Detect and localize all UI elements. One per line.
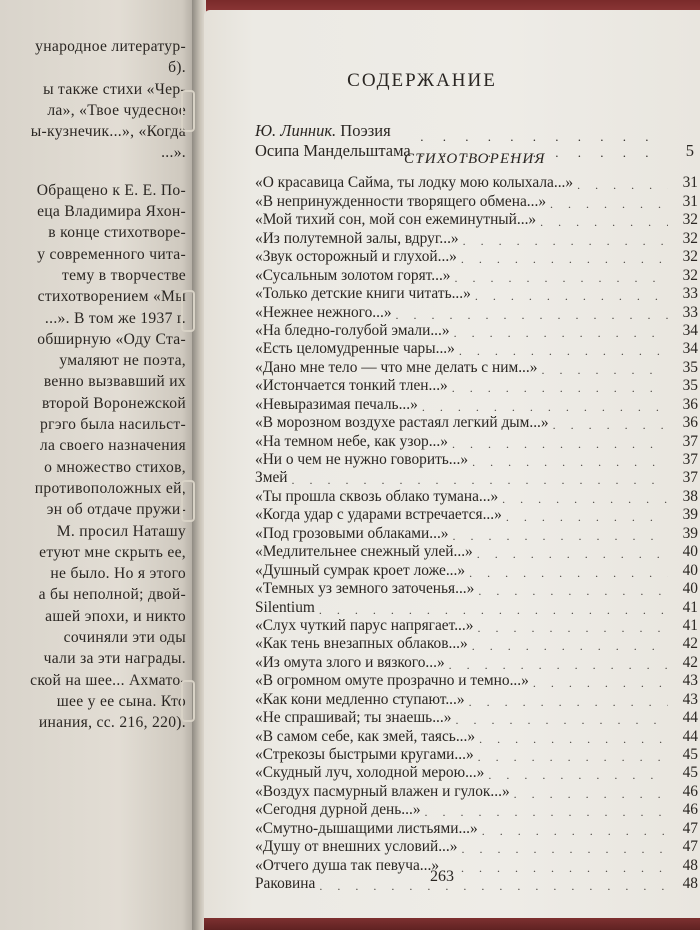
left-page-text — [0, 36, 186, 734]
toc-entry-title: Змей — [255, 469, 288, 487]
dot-leader — [553, 418, 668, 432]
toc-entry-title: «Истончается тонкий тлен...» — [255, 377, 448, 395]
dot-leader — [454, 326, 668, 340]
toc-entry-title: «Смутно-дышащими листьями...» — [255, 819, 478, 837]
toc-entry-title: «Как кони медленно ступают...» — [255, 690, 465, 708]
toc-entry-title: «О красавица Сайма, ты лодку мою колыхала...» — [255, 174, 574, 192]
dot-leader — [478, 750, 668, 764]
toc-entry — [255, 838, 698, 856]
toc-entry — [255, 543, 698, 561]
toc-entry — [255, 266, 698, 284]
toc-entry-title: «Из полутемной залы, вдруг...» — [255, 229, 459, 247]
dot-leader — [461, 252, 668, 266]
left-page-line: венно вызвавший их — [43, 373, 186, 391]
toc-entry-title: «На темном небе, как узор...» — [255, 432, 448, 450]
dot-leader — [502, 492, 668, 506]
toc-entry — [255, 875, 698, 893]
left-page-line: эн об отдаче пружи- — [46, 501, 186, 519]
toc-entry-title: «Ни о чем не нужно говорить...» — [255, 451, 469, 468]
toc-entry-page: 41 — [682, 598, 698, 616]
binding-stitch — [181, 480, 195, 522]
left-page-line: ашей эпохи, и никто — [45, 607, 186, 625]
toc-entry-title: «Когда удар с ударами встречается...» — [255, 506, 502, 524]
left-page-line: етуют мне скрыть ее, — [39, 543, 186, 561]
left-page-line: тему в творчестве — [61, 266, 186, 284]
dot-leader — [482, 824, 668, 838]
intro-text — [255, 121, 412, 161]
dot-leader — [540, 215, 668, 229]
binding-stitch — [181, 680, 195, 722]
dot-leader — [425, 805, 668, 819]
toc-entry — [255, 395, 698, 413]
dot-leader — [478, 584, 668, 598]
toc-entry — [255, 506, 698, 524]
toc-entry-title: «Нежнее нежного...» — [255, 303, 392, 321]
toc-entry — [255, 377, 698, 395]
toc-entry — [255, 229, 698, 247]
toc-entry-page: 39 — [682, 506, 698, 524]
toc-entry-title: «Душный сумрак кроет ложе...» — [255, 561, 466, 579]
toc-entry-page: 35 — [682, 358, 698, 376]
toc-entry-page: 48 — [682, 856, 698, 874]
toc-entry-page: 33 — [682, 285, 698, 303]
toc-entry-title: «Только детские книги читать...» — [255, 285, 471, 303]
toc-entry — [255, 856, 698, 874]
toc-entry — [255, 819, 698, 837]
dot-leader — [452, 437, 668, 451]
toc-entry — [255, 414, 698, 432]
dot-leader — [475, 289, 668, 303]
left-page-line: ы-кузнечик...», «Когда — [30, 123, 186, 141]
dot-leader — [422, 400, 668, 414]
dot-leader — [455, 713, 668, 727]
toc-entry — [255, 617, 698, 635]
toc-entry-title: «Отчего душа так певуча...» — [255, 856, 440, 874]
dot-leader — [453, 529, 668, 543]
toc-entry — [255, 580, 698, 598]
toc-entry-title: «Ты прошла сквозь облако тумана...» — [255, 487, 499, 505]
dot-leader — [577, 178, 668, 192]
dot-leader — [319, 603, 668, 617]
dot-leader — [479, 732, 668, 746]
toc-entry — [255, 432, 698, 450]
toc-entry-page: 31 — [682, 192, 698, 210]
left-page-line: б). — [168, 59, 186, 77]
dot-leader — [541, 363, 668, 377]
toc-entry-title: «Сусальным золотом горят...» — [255, 266, 451, 284]
toc-entry-title: «Под грозовыми облаками...» — [255, 524, 449, 542]
toc-entry-title: «Скудный луч, холодной мерою...» — [255, 764, 485, 782]
binding-stitch — [181, 90, 195, 132]
toc-entry-page: 45 — [682, 764, 698, 782]
toc-entry-page: 36 — [682, 414, 698, 432]
intro-author: Ю. Линник. — [255, 121, 337, 140]
toc-entry-title: «Не спрашивай; ты знаешь...» — [255, 709, 452, 727]
toc-entry — [255, 451, 698, 469]
dot-leader — [472, 639, 668, 653]
toc-entry-page: 45 — [682, 746, 698, 763]
toc-entry-page: 32 — [682, 248, 698, 266]
toc-entry-title: «В самом себе, как змей, таясь...» — [255, 727, 476, 745]
toc-entry-page: 43 — [682, 672, 698, 690]
toc-entry — [255, 782, 698, 800]
toc-entry-title: «Воздух пасмурный влажен и гулок...» — [255, 782, 510, 800]
toc-entry-title: «Стрекозы быстрыми кругами...» — [255, 746, 474, 763]
toc-entry-title: «Дано мне тело — что мне делать с ним...» — [255, 358, 538, 376]
toc-entry — [255, 524, 698, 542]
toc-entry — [255, 211, 698, 229]
left-page-line: в конце стихотворе- — [48, 224, 186, 242]
intro-title: Поэзия Осипа Мандельштама — [255, 121, 411, 160]
dot-leader — [396, 308, 668, 322]
toc-entry — [255, 303, 698, 321]
dot-leader — [488, 768, 668, 782]
dot-leader — [472, 455, 668, 469]
toc-entry-title: «Как тень внезапных облаков...» — [255, 635, 468, 653]
dot-leader — [319, 879, 668, 893]
left-page-line: ецa Владимира Яхон- — [37, 203, 186, 221]
left-page-line: шее у ее сына. Кто — [56, 692, 186, 710]
left-page-line: ...». В том же 1937 г. — [44, 309, 186, 327]
toc-entry-title: Раковина — [255, 875, 316, 893]
toc-entry-page: 35 — [682, 377, 698, 395]
left-page-line: Обращено к Е. Е. По- — [36, 181, 186, 199]
toc-entry-title: Silentium — [255, 598, 315, 616]
left-page-line: М. просил Наташу — [56, 522, 186, 540]
left-page-line: о множество стихов, — [44, 458, 186, 476]
book-cover-bottom-edge — [204, 918, 700, 930]
toc-entry-page: 42 — [682, 653, 698, 671]
toc-entry-page: 38 — [682, 487, 698, 505]
left-page-line: обширную «Оду Ста- — [37, 330, 186, 348]
toc-entry-page: 37 — [682, 469, 698, 487]
dot-leader — [292, 473, 668, 487]
dot-leader — [459, 344, 668, 358]
toc-entry-title: «Медлительнее снежный улей...» — [255, 543, 473, 561]
toc-entry — [255, 174, 698, 192]
toc-list — [255, 174, 698, 893]
left-page-line: сочиняли эти оды — [63, 629, 186, 647]
left-page — [0, 0, 198, 930]
left-page-line: ы также стихи «Чер- — [43, 80, 186, 98]
toc-entry-page: 46 — [682, 782, 698, 800]
toc-entry-page: 41 — [682, 616, 698, 634]
dot-leader — [469, 566, 668, 580]
dot-leader — [443, 861, 668, 875]
dot-leader — [477, 547, 668, 561]
toc-entry-page: 34 — [682, 321, 698, 339]
left-page-line: инания, сс. 216, 220). — [38, 714, 186, 732]
toc-entry-title: «В огромном омуте прозрачно и темно...» — [255, 672, 529, 690]
toc-entry-page: 31 — [682, 174, 698, 192]
toc-entry-page: 44 — [682, 727, 698, 745]
toc-entry-title: «Душу от внешних условий...» — [255, 838, 458, 856]
left-page-line: противоположных ей, — [34, 479, 186, 497]
toc-entry-page: 48 — [682, 875, 698, 893]
left-page-line: у современного чита- — [37, 245, 186, 263]
toc-entry — [255, 248, 698, 266]
toc-entry-page: 37 — [682, 432, 698, 450]
toc-entry — [255, 635, 698, 653]
toc-entry — [255, 746, 698, 764]
binding-stitch — [181, 290, 195, 332]
dot-leader — [550, 197, 668, 211]
toc-entry-page: 34 — [682, 340, 698, 358]
toc-entry-title: «Темных уз земного заточенья...» — [255, 580, 475, 598]
left-page-line: а бы неполной; двой- — [38, 586, 186, 604]
toc-entry — [255, 358, 698, 376]
toc-entry-page: 39 — [682, 524, 698, 542]
dot-leader — [452, 381, 668, 395]
left-page-line: умаляют не поэта, — [59, 352, 186, 370]
toc-entry-page: 32 — [682, 266, 698, 284]
dot-leader — [469, 695, 668, 709]
left-page-line: ргэго была насильст- — [40, 416, 186, 434]
toc-entry — [255, 561, 698, 579]
left-page-line: второй Воронежской — [41, 394, 186, 412]
toc-entry-page: 46 — [682, 801, 698, 819]
toc-entry — [255, 285, 698, 303]
left-page-line: стихотворением «Мы — [37, 288, 186, 306]
toc-entry-title: «Из омута злого и вязкого...» — [255, 653, 445, 671]
dot-leader — [463, 234, 668, 248]
toc-entry-page: 33 — [682, 303, 698, 321]
toc-entry-title: «Мой тихий сон, мой сон ежеминутный...» — [255, 211, 537, 229]
toc-entry-title: «В непринужденности творящего обмена...» — [255, 192, 547, 210]
left-page-line: ла», «Твое чудесное — [47, 101, 186, 119]
contents-title: СОДЕРЖАНИЕ — [347, 70, 497, 91]
left-page-line: ла своего назначения — [39, 437, 186, 455]
dot-leader — [449, 658, 668, 672]
left-page-line: не было. Но я этого — [50, 565, 186, 583]
toc-entry — [255, 469, 698, 487]
dot-leader — [455, 271, 669, 285]
page-number: 263 — [430, 868, 454, 885]
dot-leader — [461, 842, 668, 856]
toc-entry-page: 47 — [682, 838, 698, 856]
toc-entry-page: 32 — [682, 211, 698, 229]
left-page-line: ...». — [161, 144, 186, 162]
toc-entry-page: 43 — [682, 690, 698, 708]
toc-entry — [255, 487, 698, 505]
left-page-line: ской на шее... Ахмато- — [30, 671, 186, 689]
toc-entry-title: «Есть целомудренные чары...» — [255, 340, 455, 358]
dot-leader — [506, 510, 668, 524]
toc-entry-page: 40 — [682, 561, 698, 579]
toc-entry-title: «Невыразимая печаль...» — [255, 395, 418, 413]
toc-entry-page: 44 — [682, 709, 698, 727]
dot-leader — [514, 787, 668, 801]
toc-entry-page: 40 — [682, 543, 698, 561]
toc-entry — [255, 727, 698, 745]
toc-entry-title: «На бледно-голубой эмали...» — [255, 321, 450, 339]
toc-entry-page: 36 — [682, 395, 698, 413]
dot-leader — [477, 621, 668, 635]
toc-entry — [255, 801, 698, 819]
toc-entry — [255, 653, 698, 671]
toc-entry-page: 32 — [682, 229, 698, 247]
left-page-line: ународное литератур- — [35, 38, 186, 55]
toc-entry-page: 47 — [682, 819, 698, 837]
toc-entry — [255, 340, 698, 358]
toc-entry-page: 40 — [682, 580, 698, 598]
toc-entry — [255, 598, 698, 616]
toc-entry-title: «Сегодня дурной день...» — [255, 801, 421, 819]
toc-entry — [255, 764, 698, 782]
dot-leader — [533, 676, 668, 690]
left-page-line: чали за эти награды. — [43, 650, 186, 668]
toc-entry — [255, 690, 698, 708]
toc-entry-page: 37 — [682, 451, 698, 468]
toc-entry-title: «Звук осторожный и глухой...» — [255, 248, 457, 266]
toc-entry — [255, 192, 698, 210]
toc-entry-page: 42 — [682, 635, 698, 653]
toc-entry-title: «Слух чуткий парус напрягает...» — [255, 616, 474, 634]
section-heading: СТИХОТВОРЕНИЯ — [404, 151, 546, 167]
toc-entry — [255, 322, 698, 340]
toc-entry-title: «В морозном воздухе растаял легкий дым...» — [255, 414, 549, 432]
toc-entry — [255, 709, 698, 727]
intro-page: 5 — [685, 141, 694, 160]
toc-entry — [255, 672, 698, 690]
